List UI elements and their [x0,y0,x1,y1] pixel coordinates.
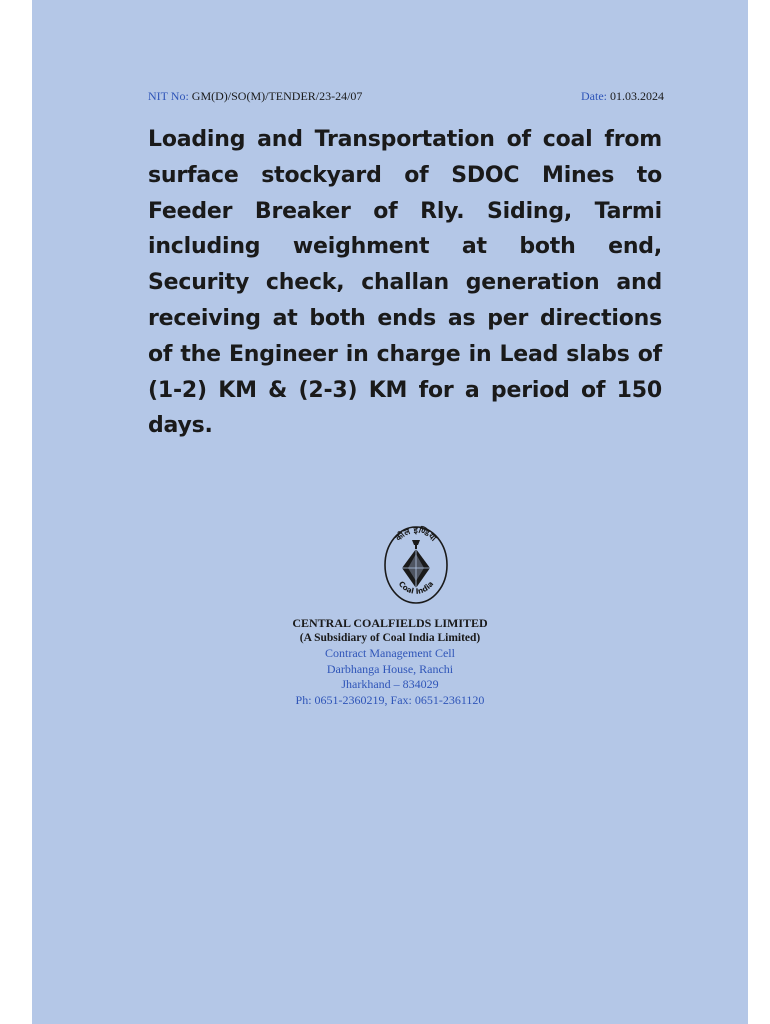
company-building: Darbhanga House, Ranchi [326,661,454,676]
company-address-block [32,616,748,708]
company-state: Jharkhand – 834029 [341,677,439,691]
tender-title: Loading and Transportation of coal from surface stockyard of SDOC Mines to Feeder Breaker of Rly. Siding, Tarmi including weighment at both end, Security check, challan generation and receiving at both ends as per directions of the Engineer in charge in Lead slabs of (1-2) KM & (2-3) KM for a period of 150 days. [148,127,662,439]
nit-number [148,89,362,104]
date-label: Date: [581,89,607,103]
coal-india-logo-icon [382,524,450,606]
document-date [581,89,664,104]
company-subsidiary: (A Subsidiary of Coal India Limited) [299,632,481,644]
date-value: 01.03.2024 [610,89,664,103]
logo-top-text: कोल इण्डिया [394,525,439,544]
document-page [32,0,748,1024]
logo-bottom-text: Coal India [396,579,436,596]
company-phone: Ph: 0651-2360219, Fax: 0651-2361120 [295,692,485,707]
company-name: CENTRAL COALFIELDS LIMITED [292,616,488,630]
nit-value: GM(D)/SO(M)/TENDER/23-24/07 [191,89,363,103]
nit-label: NIT No: [148,89,189,103]
company-cell: Contract Management Cell [325,646,455,660]
